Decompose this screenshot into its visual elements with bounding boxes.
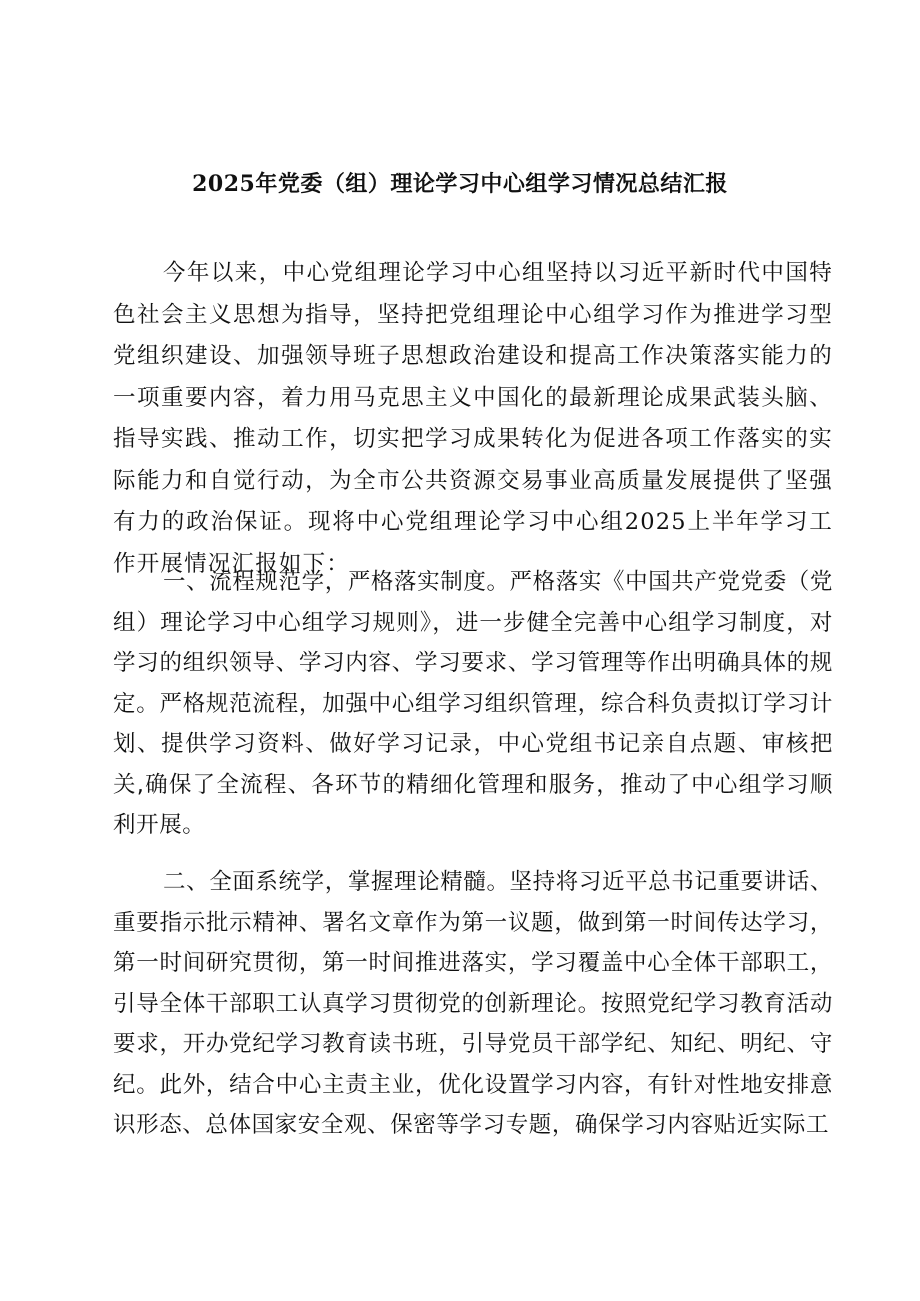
- document-title: 2025年党委（组）理论学习中心组学习情况总结汇报: [192, 171, 728, 197]
- section-two-paragraph: 二、全面系统学，掌握理论精髓。坚持将习近平总书记重要讲话、重要指示批示精神、署名文章作为第一议题，做到第一时间传达学习，第一时间研究贯彻，第一时间推进落实，学习覆盖中心全体干部职工，引导全体干部职工认真学习贯彻党的创新理论。按照党纪学习教育活动要求，开办党纪学习教育读书班，引导党员干部学纪、知纪、明纪、守纪。此外，结合中心主责主业，优化设置学习内容，有针对性地安排意识形态、总体国家安全观、保密等学习专题，确保学习内容贴近实际工: [113, 869, 833, 1138]
- section-one-paragraph: 一、流程规范学，严格落实制度。严格落实《中国共产党党委（党组）理论学习中心组学习规则》，进一步健全完善中心组学习制度，对学习的组织领导、学习内容、学习要求、学习管理等作出明确具体的规定。严格规范流程，加强中心组学习组织管理，综合科负责拟订学习计划、提供学习资料、做好学习记录，中心党组书记亲自点题、审核把关,确保了全流程、各环节的精细化管理和服务，推动了中心组学习顺利开展。: [113, 569, 833, 838]
- intro-paragraph: 今年以来，中心党组理论学习中心组坚持以习近平新时代中国特色社会主义思想为指导，坚持把党组理论中心组学习作为推进学习型党组织建设、加强领导班子思想政治建设和提高工作决策落实能力的一项重要内容，着力用马克思主义中国化的最新理论成果武装头脑、指导实践、推动工作，切实把学习成果转化为促进各项工作落实的实际能力和自觉行动，为全市公共资源交易事业高质量发展提供了坚强有力的政治保证。现将中心党组理论学习中心组2025上半年学习工作开展情况汇报如下：: [113, 260, 833, 577]
